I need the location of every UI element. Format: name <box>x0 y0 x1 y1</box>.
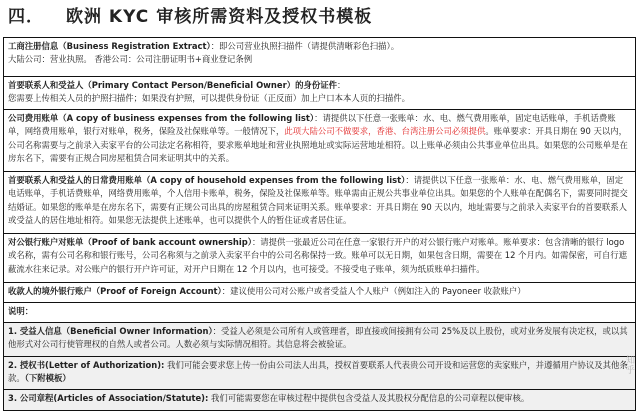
household-bill-body: ：请提供以下任意一张账单：水、电、燃气费用账单，固定电话账单，手机话费账单，网络费用账单，个人信用卡账单，税务，保险及社保账单等。账单需由正规公共事业单位出具。如果您的个人账单在配偶名下，需要同时提交结婚证。如果您的账单是在房东名下，需要有正规公司出具的房屋租赁合同来证明关系。账单要求：开具日期在 90 天以内，地址需要与之前录入卖家平台的首要联系人或受益人的居住地址相符。如果您无法提供上述账单，也可以提供个人的暂住证或者居住证。 <box>8 175 628 226</box>
bank-statement-row <box>4 234 635 283</box>
notes-label-row <box>4 303 635 323</box>
company-bill-part1: ：请提供以下任意一张账单：水、电、燃气费用账单，固定电话账单，手机话费账单，网络费用账单，银行对账单，税务，保险及社保账单等。一般情况下， <box>8 113 616 137</box>
note-3-body: 我们可能需要您在审核过程中提供包含受益人及其股权分配信息的公司章程以便审核。 <box>208 393 530 403</box>
foreign-body: ：建议使用公司对公账户或者受益人个人账户（例如注入的 Payoneer 收款账户） <box>221 286 526 296</box>
kyc-requirements-table <box>3 37 636 411</box>
note-1-body: ：受益人必须是公司所有人或管理者，即直接或间接拥有公司 25%及以上股份，或对业务发展有决定权，或以其他形式对公司行使管理权的自然人或者公司。人数必须与实际情况相符。其信息将会被验证。 <box>8 326 628 350</box>
bank-body: ：请提供一张最近公司在任意一家银行开户的对公银行账户对账单。账单要求：包含清晰的银行 logo 或名称，需有公司名称和银行账号，公司名称须与之前录入卖家平台中的公司名称保持一致。账单可以无日期，如果包含日期，需要在 12 个月内。如需保密，可自行遮蔽流水往来记录。对公账户的银行开户许可证，对开户日期在 12 个月以内，也可接受。不接受电子账单，须为纸质账单扫描件。 <box>8 237 627 274</box>
registration-row <box>4 38 635 77</box>
section-title: 欧洲 KYC 审核所需资料及授权书模板 <box>66 7 373 27</box>
contact-colon: ： <box>336 80 346 90</box>
foreign-heading: 收款人的境外银行账户（Proof of Foreign Account） <box>8 286 222 296</box>
note-2-body: 我们可能会要求您上传一份由公司法人出具，授权首要联系人代表贵公司开设和运营您的卖家账户，并遵循用户协议及其他条款。 <box>8 360 628 384</box>
note-2-template-tag: （下附模板） <box>24 373 71 384</box>
company-bill-red-note: 此项大陆公司不做要求，香港、台湾注册公司必须提供 <box>284 126 486 137</box>
note-1-row <box>4 323 635 357</box>
registration-heading: 工商注册信息（Business Registration Extract） <box>8 41 211 51</box>
registration-body: ：即公司营业执照扫描件（请提供清晰彩色扫描）。 <box>210 41 400 51</box>
company-bill-row <box>4 110 635 172</box>
company-bill-part2: 。账单要求：开具日期在 90 天以内，公司名称需要与之前录入卖家平台的公司法定名称相符，要求账单地址和营业执照地址或实际运营地址相符。以上账单必须由公共事业单位出具。如果您的公司账单是在房东名下，需要有正规合同房屋租赁合同来证明其中的关系。 <box>8 126 628 164</box>
note-3-row <box>4 390 635 410</box>
notes-label: 说明： <box>8 306 34 316</box>
foreign-account-row <box>4 283 635 303</box>
note-3-heading: 3. 公司章程(Articles of Association/Statute): <box>8 393 209 403</box>
contact-detail: 您需要上传相关人员的护照扫描件；如果没有护照，可以提供身份证（正反面）加上户口本本人页的扫描件。 <box>8 93 410 104</box>
note-1-heading: 1. 受益人信息（Beneficial Owner Information） <box>8 326 213 336</box>
bank-heading: 对公银行账户对账单（Proof of bank account ownership） <box>8 237 252 247</box>
note-2-heading: 2. 授权书(Letter of Authorization): <box>8 360 165 370</box>
watermark: 知乎 <box>624 355 634 375</box>
section-number: 四． <box>8 7 44 27</box>
contact-id-row <box>4 77 635 110</box>
household-bill-row <box>4 172 635 234</box>
household-bill-heading: 首要联系人和受益人的日常费用账单（A copy of household expenses from the following list） <box>8 175 406 185</box>
note-2-row <box>4 357 635 390</box>
company-bill-heading: 公司费用账单（A copy of business expenses from the following list） <box>8 113 315 123</box>
page-title <box>8 2 372 28</box>
registration-detail: 大陆公司：营业执照。 香港公司：公司注册证明书+商业登记条例 <box>8 54 253 65</box>
contact-heading: 首要联系人和受益人（Primary Contact Person/Beneficial Owner）的身份证件 <box>8 80 337 90</box>
